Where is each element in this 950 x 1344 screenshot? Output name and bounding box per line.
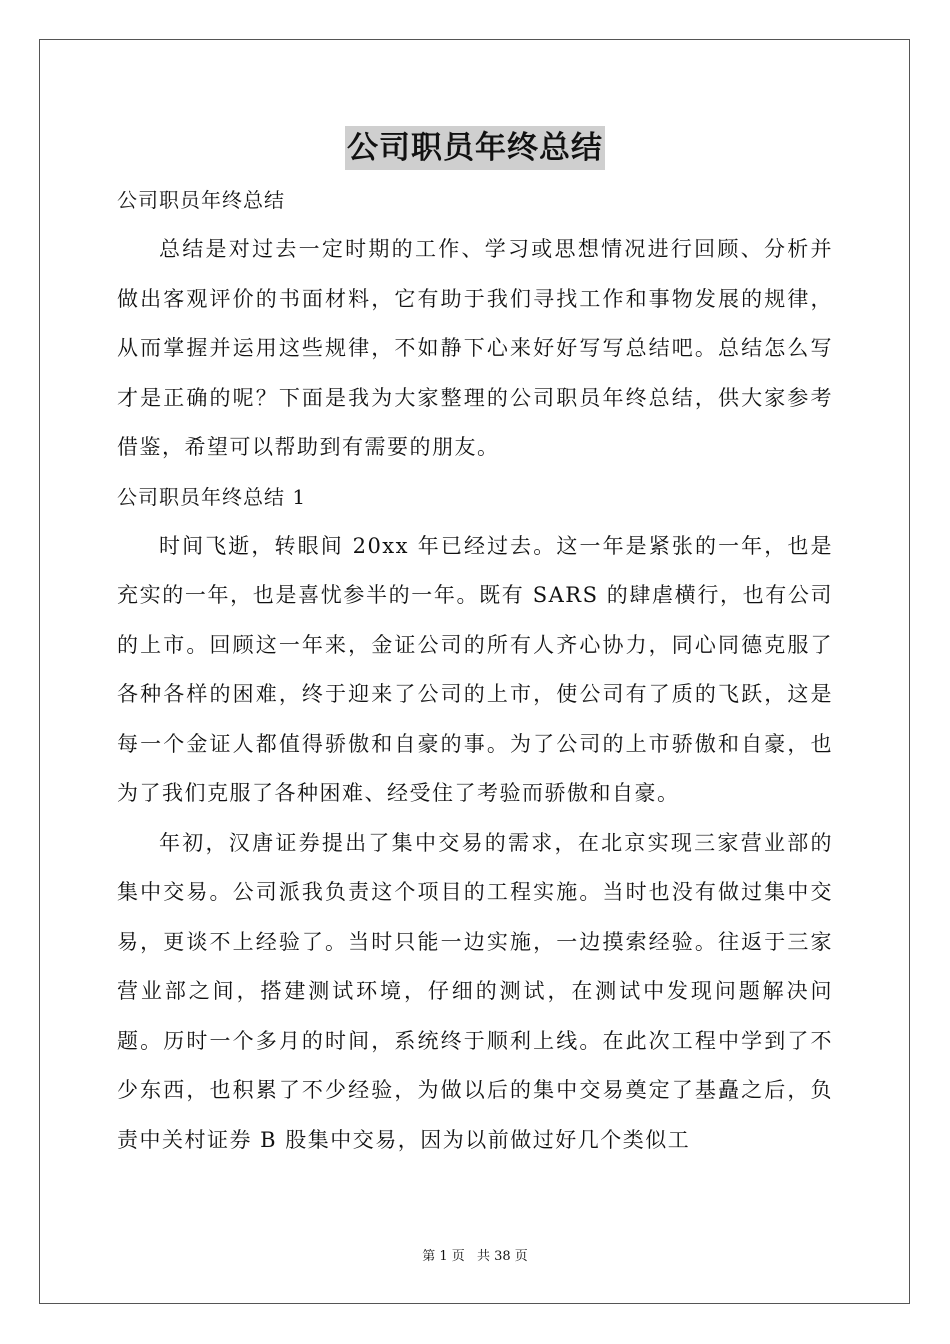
page-total: 共 38 页 (476, 1249, 528, 1264)
intro-paragraph: 总结是对过去一定时期的工作、学习或思想情况进行回顾、分析并做出客观评价的书面材料，它有助于我们寻找工作和事物发展的规律，从而掌握并运用这些规律，不如静下心来好好写写总结吧。总结怎么写才是正确的呢？下面是我为大家整理的公司职员年终总结，供大家参考借鉴，希望可以帮助到有需要的朋友。 (117, 237, 833, 459)
section-heading: 公司职员年终总结 1 (117, 484, 307, 509)
document-title: 公司职员年终总结 (345, 126, 605, 170)
page-number: 第 1 页 (422, 1249, 465, 1264)
body-paragraph: 时间飞逝，转眼间 20xx 年已经过去。这一年是紧张的一年，也是充实的一年，也是喜忧参半的一年。既有 SARS 的肆虐横行，也有公司的上市。回顾这一年来，金证公司的所有人齐心协力，同心同德克服了各种各样的困难，终于迎来了公司的上市，使公司有了质的飞跃，这是每一个金证人都值得骄傲和自豪的事。为了公司的上市骄傲和自豪，也为了我们克服了各种困难、经受住了考验而骄傲和自豪。 (117, 533, 833, 805)
title-container (0, 126, 950, 170)
document-subtitle: 公司职员年终总结 (117, 188, 285, 212)
body-paragraph: 年初，汉唐证券提出了集中交易的需求，在北京实现三家营业部的集中交易。公司派我负责这个项目的工程实施。当时也没有做过集中交易，更谈不上经验了。当时只能一边实施，一边摸索经验。往返于三家营业部之间，搭建测试环境，仔细的测试，在测试中发现问题解决问题。历时一个多月的时间，系统终于顺利上线。在此次工程中学到了不少东西，也积累了不少经验，为做以后的集中交易奠定了基矗之后，负责中关村证券 B 股集中交易，因为以前做过好几个类似工 (117, 830, 833, 1152)
page-footer (0, 1245, 950, 1264)
document-body (117, 176, 833, 1165)
